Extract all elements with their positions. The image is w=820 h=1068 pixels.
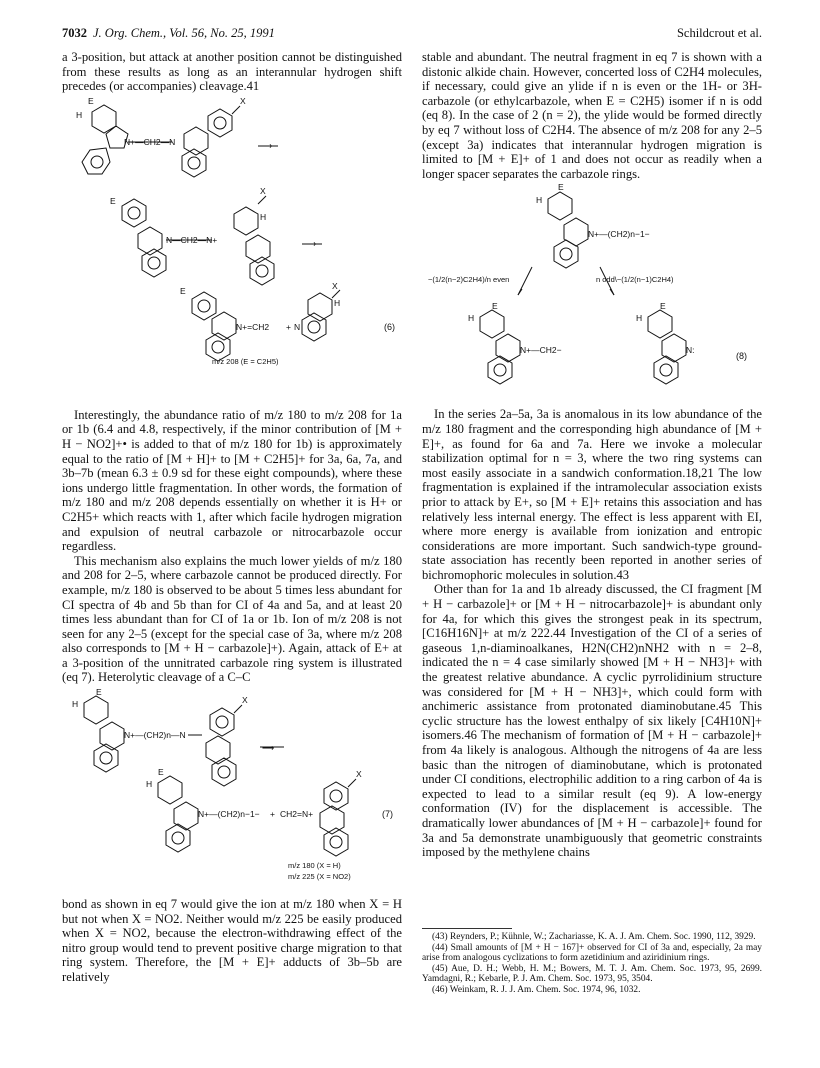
s6-label-x2: X xyxy=(260,185,266,196)
running-authors: Schildcrout et al. xyxy=(676,26,762,40)
s7-mz-wrap xyxy=(62,863,402,885)
s8-left-loss: −(1/2(n−2)C2H4)/n even xyxy=(428,275,510,285)
header-left xyxy=(62,26,275,41)
s8-label-e1: E xyxy=(558,182,564,193)
s6-label-e3: E xyxy=(180,285,186,296)
s7-mz-2: m/z 225 (X = NO2) xyxy=(288,872,351,882)
s8-label-n-colon: N: xyxy=(686,345,695,356)
scheme-eq6 xyxy=(62,94,402,362)
s6-label-x1: X xyxy=(240,95,246,106)
footnote-rule xyxy=(422,928,512,929)
s7-label-e2: E xyxy=(158,767,164,778)
s6-label-nplus-ch2: N+=CH2 xyxy=(236,321,270,332)
s6-label-h1: H xyxy=(76,109,83,120)
s6-label-plus: + xyxy=(286,321,291,332)
s7-mz-svg xyxy=(62,859,402,883)
s8-label-h1: H xyxy=(536,195,543,206)
s7-label-e1: E xyxy=(96,687,102,698)
s7-label-ch2-nplus: CH2=N+ xyxy=(280,809,314,820)
s7-label-chain: N+—(CH2)n—N xyxy=(124,730,186,741)
s6-label-h2: H xyxy=(260,211,267,222)
s6-mz-2-wrap xyxy=(62,356,402,372)
s8-right-loss: n odd\−(1/2(n−1)C2H4) xyxy=(596,275,674,285)
right-column xyxy=(422,50,762,860)
journal-citation: J. Org. Chem., Vol. 56, No. 25, 1991 xyxy=(93,26,275,40)
s7-label-x1: X xyxy=(242,695,248,706)
right-paragraph-1: stable and abundant. The neutral fragment in eq 7 is shown with a distonic alkide chain. However, concerted loss of C2H4 molecules, if necessary, could give an ylide if n is even or the 1H- or 3H-carbazole (or ethylcarbazole, when E = C2H5) isomer if n is odd (eq 8). In the case of 2 (n = 2), the ylide would be formed directly by eq 7 without loss of C2H4. The absence of m/z 208 for any 2–5 (except 3a) indicates that interannular hydrogen migration is limited to [M + E]+ of 1 and does not occur as readily when a longer spacer separates the carbazole rings. xyxy=(422,50,762,181)
s7-label-h1: H xyxy=(72,699,79,710)
scheme-eq8 xyxy=(422,181,762,397)
s8-label-chain-minus: N+—(CH2)n−1− xyxy=(588,229,650,240)
spacer-2 xyxy=(62,885,402,897)
s6-label-e2: E xyxy=(110,195,116,206)
left-paragraph-2: Interestingly, the abundance ratio of m/z 180 to m/z 208 for 1a or 1b (6.4 and 4.8, respectively, if the minor contribution of [M + H − NO2]+• is added to that of m/z 180 for 1b) is approximately equal to the ratio of [M + H]+ to [M + C2H5]+ for 3a, 6a, 7a, and 3b–7b (mean 6.3 ± 0.9 sd for these eight compounds), where these ions undergo little fragmentation. In other words, the formation of m/z 180 and m/z 208 depends essentially on whether it is H+ or C2H5+ which reacts with 1, after which facile hydrogen migration and expulsion of neutral carbazole or nitrocarbazole occur regardless. xyxy=(62,407,402,554)
s7-mz-1: m/z 180 (X = H) xyxy=(288,861,341,871)
footnotes xyxy=(422,928,762,996)
equation-number-7: (7) xyxy=(382,809,393,820)
left-paragraph-1: a 3-position, but attack at another position cannot be distinguished from these results as long as an interannular hydrogen shift precedes (or accompanies) cleavage.41 xyxy=(62,50,402,94)
s6-arrow-2: ⟶ xyxy=(304,238,317,249)
footnote-45: (45) Aue, D. H.; Webb, H. M.; Bowers, M. T. J. Am. Chem. Soc. 1973, 95, 2699. Yamdagni, R.; Kebarle, P. J. Am. Chem. Soc. 1973, 95, 3504. xyxy=(422,963,762,985)
s7-arrow: ⟶ xyxy=(262,743,275,754)
footnote-46: (46) Weinkam, R. J. J. Am. Chem. Soc. 1974, 96, 1032. xyxy=(432,984,641,995)
scheme-eq8-drawing xyxy=(422,181,762,397)
scheme-eq7-drawing xyxy=(62,685,402,863)
s6-label-x3: X xyxy=(332,280,338,291)
s6-label-n: N xyxy=(294,321,301,332)
left-paragraph-3: This mechanism also explains the much lower yields of m/z 180 and 208 for 2–5, where carbazole cannot be produced directly. For example, m/z 180 is observed to be about 5 times less abundant for CI spectra of 4b and 5b than for CI of 4a and 5a, and at least 20 times less abundant than for CI of 1a or 1b. Ion of m/z 208 is not seen for any 2–5 (except for the special case of 3a, where m/z 208 also corresponds to [M + H − carbazole]+). Again, attack of E+ at a 3-position of the unnitrated carbazole ring system is illustrated (eq 7). Heterolytic cleavage of a C–C xyxy=(62,553,402,685)
s6-mz-2-svg xyxy=(62,354,402,368)
right-paragraph-2: In the series 2a–5a, 3a is anomalous in its low abundance of the m/z 180 fragment and the corresponding high abundance of [M + E]+, as found for 6a and 7a. Here we invoke a molecular stabilization optimal for n = 3, where the two ring systems can most easily associate in a sandwich conformation.18,21 The low fragmentation is explained if the intramolecular association exists prior to attack by E+, so [M + E]+ retains this association and has relatively less internal energy. The effect is less apparent with EI, where more energy is available from ionization and entropic considerations are more important. Such sandwich-type ground-state association has recently been reported in another series of bichromophoric molecules in solution.43 xyxy=(422,407,762,582)
s6-label-nplus-ch2-n: N+—CH2—N xyxy=(124,136,176,147)
s7-label-chain-minus: N+—(CH2)n−1− xyxy=(198,809,260,820)
s7-label-x2: X xyxy=(356,769,362,780)
footnote-43: (43) Reynders, P.; Kühnle, W.; Zachariasse, K. A. J. Am. Chem. Soc. 1990, 112, 3929. xyxy=(432,932,756,942)
right-paragraph-3: Other than for 1a and 1b already discussed, the CI fragment [M + H − carbazole]+ or [M + H − nitrocarbazole]+ is abundant only for 4a, for which this gives the strongest peak in its spectrum, [C16H16N]+ at m/z 222.44 Investigation of the CI of a series of gaseous 1,n-diaminoalkanes, H2N(CH2)nNH2 with n = 2–8, indicated the n = 4 case similarly showed [M + H − NH3]+ with the greatest relative abundance. A cyclic pyrrolidinium structure was considered for [M + H − NH3]+, which could form with anchimeric assistance from protonated diaminobutane.45 This cyclic structure has the lowest enthalpy of six likely [C4H10N]+ isomers.46 The mechanism of formation of [M + H − carbazole]+ from 4a likely is analogous. Although the nitrogens of 4a are less basic than the nitrogen of diaminobutane, which is protonated under CI conditions, electrophilic addition to a ring carbon of 4a is expected to lead to a similar result (eq 9). A low-energy conformation (IV) for the displacement is accessible. The dramatically lower abundances of [M + H − carbazole]+ found for 3a and 5a demonstrate unambiguously that geometric constraints imposed by the methylene chains xyxy=(422,582,762,860)
spacer-3 xyxy=(422,397,762,407)
s6-mz-2: m/z 208 (E = C2H5) xyxy=(212,356,279,366)
page-header xyxy=(62,26,762,42)
footnote-44: (44) Small amounts of [M + H − 167]+ observed for CI of 3a and, especially, 2a may arise from analogous cyclizations to form azetidinium and aziridinium rings. xyxy=(422,942,762,964)
s6-label-n-ch2-nplus: N—CH2—N+ xyxy=(166,234,218,245)
s7-label-h2: H xyxy=(146,779,153,790)
s8-label-h3: H xyxy=(636,313,643,324)
s8-label-e2: E xyxy=(492,301,498,312)
equation-number-8: (8) xyxy=(736,351,747,362)
s6-label-e1: E xyxy=(88,95,94,106)
s6-label-h3: H xyxy=(334,297,341,308)
page-number: 7032 xyxy=(62,26,87,40)
scheme-eq6-drawing xyxy=(62,94,402,362)
s6-arrow-1: ⟶ xyxy=(260,140,273,151)
s8-label-nplus-ch2: N+—CH2− xyxy=(520,345,562,356)
left-column xyxy=(62,50,402,985)
s8-label-h2: H xyxy=(468,313,475,324)
scheme-eq7 xyxy=(62,685,402,863)
s8-label-e3: E xyxy=(660,301,666,312)
equation-number-6: (6) xyxy=(384,321,395,332)
s7-label-plus: + xyxy=(270,809,275,820)
spacer-1 xyxy=(62,372,402,408)
left-paragraph-4: bond as shown in eq 7 would give the ion at m/z 180 when X = H but not when X = NO2. Neither would m/z 225 be easily produced when X = NO2, because the electron-withdrawing effect of the nitro group would tend to prevent positive charge migration to that ring system. Therefore, the [M + E]+ adducts of 3b–5b are relatively xyxy=(62,897,402,985)
